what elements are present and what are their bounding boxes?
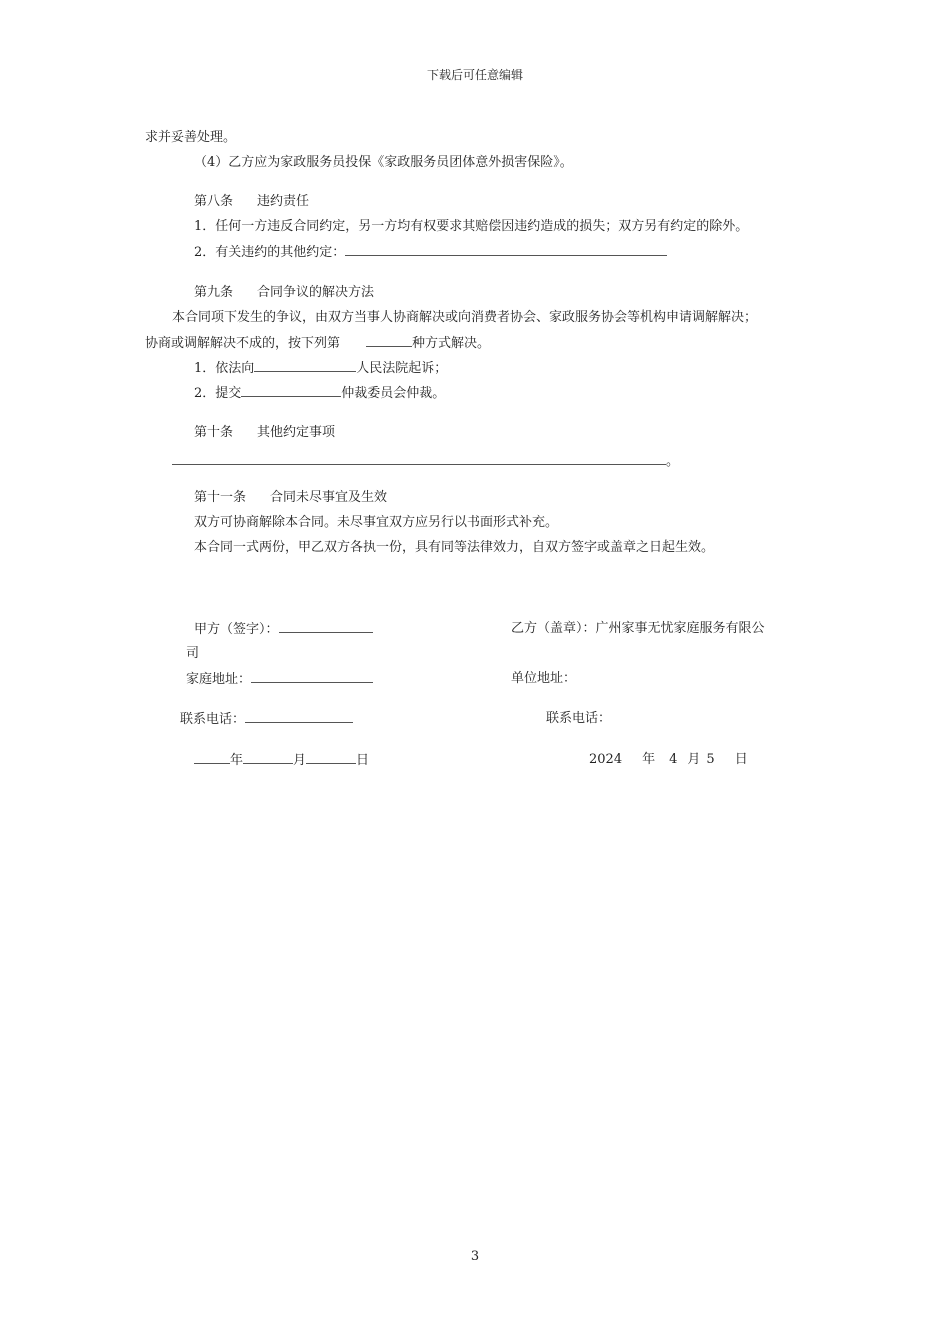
article-9-heading — [194, 284, 374, 302]
article-title: 合同争议的解决方法 — [257, 285, 375, 300]
paragraph-line — [145, 334, 490, 353]
clause — [194, 359, 447, 378]
clause-text: 2．有关违约的其他约定： — [194, 245, 346, 260]
paragraph-line: 本合同项下发生的争议，由双方当事人协商解决或向消费者协会、家政服务协会等机构申请调解解决； — [172, 310, 758, 325]
party-a-phone-label: 联系电话： — [180, 712, 246, 727]
paragraph-text: 协商或调解解决不成的，按下列第 — [145, 336, 341, 351]
date-day-label: 日 — [734, 752, 748, 767]
date-day: 5 — [706, 752, 715, 767]
article-number: 第九条 — [194, 285, 234, 300]
article-number: 第八条 — [194, 194, 234, 209]
party-b-phone-label: 联系电话： — [546, 711, 612, 726]
paragraph-line: 求并妥善处理。 — [145, 130, 237, 145]
clause-text: 仲裁委员会仲裁。 — [341, 386, 446, 401]
clause-text: 2．提交 — [194, 386, 242, 401]
paragraph-line: （4）乙方应为家政服务员投保《家政服务员团体意外损害保险》。 — [194, 155, 573, 170]
clause-text: 。 — [666, 454, 680, 469]
party-b-stamp: 乙方（盖章）：广州家事无忧家庭服务有限公 — [511, 621, 765, 636]
fill-blank — [279, 620, 373, 633]
clause-text: 1．依法向 — [194, 361, 255, 376]
party-b-date — [589, 751, 748, 769]
article-8-heading — [194, 193, 309, 211]
date-month: 4 — [669, 752, 678, 767]
article-title: 违约责任 — [257, 194, 310, 209]
party-a-address-label: 家庭地址： — [186, 672, 252, 687]
party-a-signature — [194, 620, 373, 639]
party-a-date — [194, 751, 369, 770]
party-a-sign-label: 甲方（签字）： — [194, 622, 279, 637]
fill-blank — [254, 359, 356, 372]
page-header: 下载后可任意编辑 — [426, 68, 523, 82]
party-b-stamp-wrap: 司 — [186, 646, 200, 661]
date-month-label: 月 — [687, 752, 701, 767]
fill-blank — [306, 751, 356, 764]
date-day-label: 日 — [356, 753, 370, 768]
clause — [172, 452, 679, 471]
date-year: 2024 — [589, 752, 623, 767]
fill-blank — [243, 751, 293, 764]
clause: 双方可协商解除本合同。未尽事宜双方应另行以书面形式补充。 — [194, 515, 559, 530]
party-a-address — [186, 670, 373, 689]
date-year-label: 年 — [642, 752, 656, 767]
fill-blank — [241, 384, 341, 397]
article-number: 第十条 — [194, 425, 234, 440]
article-title: 合同未尽事宜及生效 — [270, 490, 388, 505]
date-month-label: 月 — [293, 753, 307, 768]
fill-blank — [194, 751, 230, 764]
article-title: 其他约定事项 — [257, 425, 336, 440]
article-11-heading — [194, 489, 387, 507]
fill-blank — [245, 710, 353, 723]
clause — [194, 384, 445, 403]
clause — [194, 243, 667, 262]
clause-text: 人民法院起诉； — [356, 361, 448, 376]
party-a-phone — [180, 710, 353, 729]
page-number: 3 — [470, 1249, 480, 1264]
clause: 1．任何一方违反合同约定，另一方均有权要求其赔偿因违约造成的损失；双方另有约定的除外。 — [194, 219, 749, 234]
fill-blank — [345, 243, 667, 256]
article-number: 第十一条 — [194, 490, 247, 505]
clause: 本合同一式两份，甲乙双方各执一份，具有同等法律效力，自双方签字或盖章之日起生效。 — [194, 540, 715, 555]
fill-blank — [251, 670, 373, 683]
article-10-heading — [194, 424, 335, 442]
paragraph-text: 种方式解决。 — [412, 336, 491, 351]
fill-blank — [172, 452, 666, 465]
date-year-label: 年 — [230, 753, 244, 768]
fill-blank — [366, 334, 412, 347]
party-b-address-label: 单位地址： — [511, 671, 577, 686]
